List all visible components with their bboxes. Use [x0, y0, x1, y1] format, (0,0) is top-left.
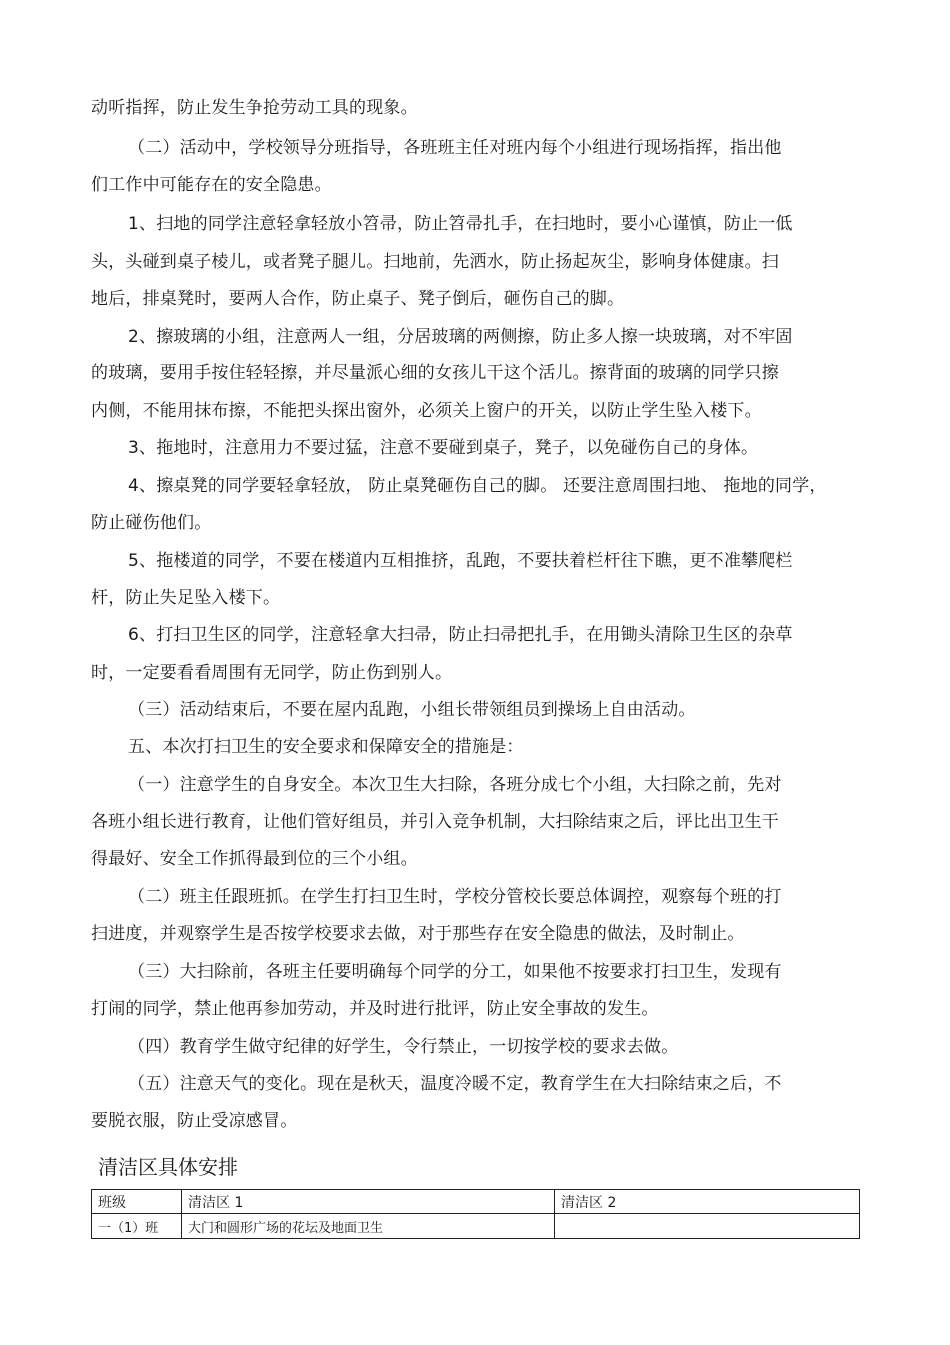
cell-area-1: 大门和圆形广场的花坛及地面卫生: [182, 1214, 555, 1239]
text-line: 打闹的同学，禁止他再参加劳动，并及时进行批评，防止安全事故的发生。: [91, 999, 659, 1019]
section-title: 清洁区具体安排: [98, 1155, 238, 1179]
text-line: 各班小组长进行教育，让他们管好组员，并引入竞争机制，大扫除结束之后，评比出卫生干: [91, 812, 779, 832]
text-line: 们工作中可能存在的安全隐患。: [91, 175, 332, 195]
text-line: 2、擦玻璃的小组，注意两人一组，分居玻璃的两侧擦，防止多人擦一块玻璃，对不牢固: [128, 327, 793, 347]
text-line: 5、拖楼道的同学，不要在楼道内互相推挤，乱跑，不要扶着栏杆往下瞧，更不准攀爬栏: [128, 551, 793, 571]
text-line: 时，一定要看看周围有无同学，防止伤到别人。: [91, 663, 453, 683]
text-line: （一）注意学生的自身安全。本次卫生大扫除，各班分成七个小组，大扫除之前，先对: [128, 775, 782, 795]
text-line: 要脱衣服，防止受凉感冒。: [91, 1111, 298, 1131]
text-line: （二）班主任跟班抓。在学生打扫卫生时，学校分管校长要总体调控，观察每个班的打: [128, 887, 782, 907]
text-line: 的玻璃，要用手按住轻轻擦，并尽量派心细的女孩儿干这个活儿。擦背面的玻璃的同学只擦: [91, 363, 779, 383]
cell-class: 一（1）班: [92, 1214, 182, 1239]
cell-area-2: [555, 1214, 860, 1239]
text-line: 防止碰伤他们。: [91, 513, 212, 533]
text-line: 6、打扫卫生区的同学，注意轻拿大扫帚，防止扫帚把扎手，在用锄头清除卫生区的杂草: [128, 625, 793, 645]
text-line: 地后，排桌凳时，要两人合作，防止桌子、凳子倒后，砸伤自己的脚。: [91, 289, 625, 309]
table-row: [92, 1214, 860, 1239]
text-line: 扫进度，并观察学生是否按学校要求去做，对于那些存在安全隐患的做法，及时制止。: [91, 924, 745, 944]
text-line: （三）活动结束后，不要在屋内乱跑，小组长带领组员到操场上自由活动。: [128, 700, 696, 720]
text-line: 头，头碰到桌子棱儿，或者凳子腿儿。扫地前，先洒水，防止扬起灰尘，影响身体健康。扫: [91, 252, 779, 272]
text-line: （二）活动中，学校领导分班指导，各班班主任对班内每个小组进行现场指挥，指出他: [128, 138, 782, 158]
header-area-2: 清洁区 2: [555, 1190, 860, 1214]
text-line: 3、拖地时，注意用力不要过猛，注意不要碰到桌子，凳子，以免碰伤自己的身体。: [128, 438, 759, 458]
text-line: 得最好、安全工作抓得最到位的三个小组。: [91, 849, 418, 869]
text-line: 动听指挥，防止发生争抢劳动工具的现象。: [91, 98, 418, 118]
text-line: （三）大扫除前，各班主任要明确每个同学的分工，如果他不按要求打扫卫生，发现有: [128, 962, 782, 982]
text-line: （四）教育学生做守纪律的好学生，令行禁止，一切按学校的要求去做。: [128, 1037, 679, 1057]
text-line: 4、擦桌凳的同学要轻拿轻放， 防止桌凳砸伤自己的脚。 还要注意周围扫地、 拖地的同学，: [128, 476, 827, 496]
text-line: 1、扫地的同学注意轻拿轻放小笤帚，防止笤帚扎手，在扫地时，要小心谨慎，防止一低: [128, 214, 793, 234]
text-line: 杆，防止失足坠入楼下。: [91, 588, 281, 608]
text-line: 五、本次打扫卫生的安全要求和保障安全的措施是：: [128, 737, 524, 757]
text-line: 内侧，不能用抹布擦，不能把头探出窗外，必须关上窗户的开关，以防止学生坠入楼下。: [91, 401, 762, 421]
header-class: 班级: [92, 1190, 182, 1214]
cleaning-area-table: [91, 1189, 860, 1239]
table-header-row: [92, 1190, 860, 1214]
header-area-1: 清洁区 1: [182, 1190, 555, 1214]
text-line: （五）注意天气的变化。现在是秋天，温度冷暖不定，教育学生在大扫除结束之后，不: [128, 1074, 782, 1094]
